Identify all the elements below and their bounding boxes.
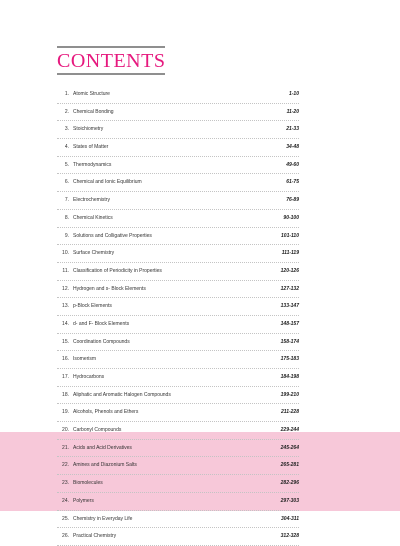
toc-entry bbox=[57, 475, 299, 493]
toc-entry-title: Thermodynamics bbox=[73, 161, 112, 168]
toc-entry-pages: 184-198 bbox=[280, 374, 299, 380]
toc-entry bbox=[57, 457, 299, 475]
toc-entry-number: 21. bbox=[62, 444, 69, 451]
toc-entry-pages: 265-281 bbox=[280, 462, 299, 469]
toc-entry-number: 20. bbox=[62, 427, 69, 434]
toc-entry-pages: 211-228 bbox=[281, 409, 299, 416]
toc-entry-number: 17. bbox=[62, 374, 69, 380]
toc-entry bbox=[57, 440, 299, 458]
toc-entry bbox=[57, 139, 299, 157]
toc-entry-pages: 175-183 bbox=[280, 356, 299, 363]
heading-rule-top bbox=[57, 46, 165, 48]
toc-entry bbox=[57, 528, 299, 546]
toc-entry-pages: 282-296 bbox=[280, 480, 299, 487]
toc-entry-title: p-Block Elements bbox=[73, 303, 112, 310]
toc-entry-number: 25. bbox=[62, 515, 69, 522]
toc-entry-title: Amines and Diazonium Salts bbox=[73, 462, 137, 469]
toc-entry bbox=[57, 192, 299, 210]
toc-entry-title: Practical Chemistry bbox=[73, 533, 117, 540]
toc-entry bbox=[57, 228, 299, 246]
toc-entry-number: 5. bbox=[64, 161, 69, 168]
toc-entry bbox=[57, 174, 299, 192]
toc-entry-title: Isomerism bbox=[73, 356, 97, 363]
toc-entry-number: 12. bbox=[62, 285, 69, 292]
toc-entry bbox=[57, 121, 299, 139]
toc-entry-pages: 90-100 bbox=[283, 214, 299, 221]
toc-entry bbox=[57, 263, 299, 281]
toc-entry bbox=[57, 245, 299, 263]
toc-entry-number: 2. bbox=[64, 108, 69, 115]
toc-entry-title: d- and F- Block Elements bbox=[73, 320, 130, 327]
toc-entry-pages: 133-147 bbox=[280, 303, 299, 310]
toc-entry-number: 11. bbox=[62, 267, 69, 274]
toc-entry-number: 7. bbox=[64, 197, 69, 204]
toc-entry-number: 23. bbox=[62, 480, 69, 487]
toc-entry-title: Acids and Acid Derivatives bbox=[73, 444, 132, 451]
toc-entry-pages: 11-20 bbox=[286, 108, 299, 115]
toc-entry-number: 4. bbox=[64, 144, 69, 151]
toc-entry-number: 14. bbox=[62, 320, 69, 327]
toc-entry bbox=[57, 404, 299, 422]
toc-entry-number: 9. bbox=[64, 232, 69, 239]
toc-entry-pages: 111-119 bbox=[281, 250, 299, 257]
toc-entry-title: Chemical Bonding bbox=[73, 108, 114, 115]
toc-entry bbox=[57, 493, 299, 511]
toc-entry-title: Hydrogen and s- Block Elements bbox=[73, 285, 146, 292]
toc-entry-title: Aliphatic and Aromatic Halogen Compounds bbox=[73, 391, 171, 398]
toc-entry-pages: 34-48 bbox=[286, 144, 299, 151]
toc-entry-pages: 312-328 bbox=[280, 533, 299, 540]
toc-entry-title: Electrochemistry bbox=[73, 197, 110, 204]
toc-entry-pages: 120-126 bbox=[280, 267, 299, 274]
toc-entry bbox=[57, 387, 299, 405]
toc-entry-number: 10. bbox=[62, 250, 69, 257]
toc-entry bbox=[57, 210, 299, 228]
toc-entry-title: Hydrocarbons bbox=[73, 374, 105, 380]
toc-entry-pages: 158-174 bbox=[280, 338, 299, 345]
toc-entry-number: 8. bbox=[64, 214, 69, 221]
toc-entry-title: Coordination Compounds bbox=[73, 338, 130, 345]
toc-entry-pages: 297-303 bbox=[280, 497, 299, 504]
toc-entry-title: Biomolecules bbox=[73, 480, 103, 487]
toc-entry bbox=[57, 511, 299, 529]
toc-entry-number: 1. bbox=[64, 91, 69, 97]
toc-entry-pages: 49-60 bbox=[286, 161, 299, 168]
toc-entry-pages: 199-210 bbox=[280, 391, 299, 398]
toc-entry-pages: 245-264 bbox=[280, 444, 299, 451]
toc-entry-pages: 127-132 bbox=[280, 285, 299, 292]
page-title: CONTENTS bbox=[57, 50, 166, 72]
toc-entry-number: 26. bbox=[62, 533, 69, 540]
contents-heading bbox=[57, 46, 165, 75]
toc-entry-pages: 304-311 bbox=[281, 515, 299, 522]
toc-entry-pages: 76-89 bbox=[286, 197, 299, 204]
toc-entry bbox=[57, 351, 299, 369]
toc-entry bbox=[57, 316, 299, 334]
toc-entry-title: Surface Chemistry bbox=[73, 250, 115, 257]
toc-entry-title: States of Matter bbox=[73, 144, 109, 151]
toc-entry-title: Polymers bbox=[73, 497, 94, 504]
toc-entry-title: Atomic Structure bbox=[73, 91, 110, 97]
toc-entry bbox=[57, 104, 299, 122]
heading-rule-bottom bbox=[57, 73, 165, 75]
toc-entry-number: 15. bbox=[62, 338, 69, 345]
toc-entry-title: Chemistry in Everyday Life bbox=[73, 515, 133, 522]
toc-entry bbox=[57, 86, 299, 104]
toc-entry-number: 13. bbox=[62, 303, 69, 310]
toc-entry-number: 22. bbox=[62, 462, 69, 469]
toc-entry-number: 18. bbox=[62, 391, 69, 398]
toc-entry-title: Solutions and Colligative Properties bbox=[73, 232, 152, 239]
toc-entry-pages: 101-110 bbox=[281, 232, 299, 239]
toc-entry bbox=[57, 422, 299, 440]
toc-entry-title: Classification of Periodicity in Properties bbox=[73, 267, 162, 274]
toc-entry-pages: 148-157 bbox=[280, 320, 299, 327]
toc-entry-title: Chemical Kinetics bbox=[73, 214, 113, 221]
toc-entry-pages: 61-75 bbox=[286, 179, 299, 186]
toc-entry-title: Chemical and Ionic Equilibrium bbox=[73, 179, 142, 186]
toc-entry bbox=[57, 334, 299, 352]
toc-entry-title: Carbonyl Compounds bbox=[73, 427, 122, 434]
table-of-contents bbox=[57, 86, 299, 546]
toc-entry-number: 3. bbox=[64, 126, 69, 133]
toc-entry bbox=[57, 281, 299, 299]
toc-entry-number: 24. bbox=[62, 497, 69, 504]
toc-entry-title: Stoichiometry bbox=[73, 126, 104, 133]
toc-entry-pages: 1-10 bbox=[288, 91, 299, 97]
toc-entry-pages: 21-33 bbox=[286, 126, 299, 133]
toc-entry-number: 16. bbox=[62, 356, 69, 363]
toc-entry-number: 19. bbox=[62, 409, 69, 416]
toc-entry bbox=[57, 157, 299, 175]
toc-entry bbox=[57, 298, 299, 316]
toc-entry bbox=[57, 369, 299, 387]
toc-entry-pages: 229-244 bbox=[280, 427, 299, 434]
toc-entry-number: 6. bbox=[64, 179, 69, 186]
toc-entry-title: Alcohols, Phenols and Ethers bbox=[73, 409, 139, 416]
